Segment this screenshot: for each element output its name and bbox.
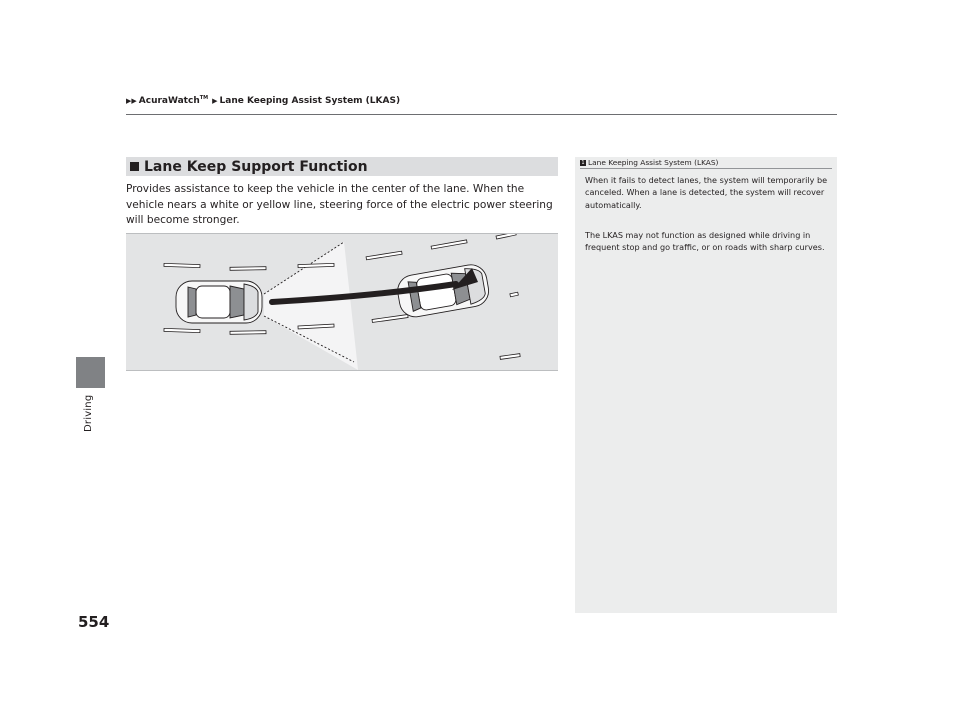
reference-icon: 1 xyxy=(581,159,585,166)
page-number: 554 xyxy=(78,613,110,631)
section-body-text: Provides assistance to keep the vehicle in the center of the lane. When the vehicle nears a white or yellow line, steering force of the electric power steering will become stronger. xyxy=(126,183,553,226)
camera-view-cone xyxy=(264,242,358,370)
section-title: Lane Keep Support Function xyxy=(144,158,368,175)
chapter-tab xyxy=(76,357,105,388)
trademark-mark: TM xyxy=(199,95,209,101)
breadcrumb-arrow-icon: ▶▶ xyxy=(126,96,137,105)
chapter-label: Driving xyxy=(83,395,94,433)
sidebar-paragraph-1: When it fails to detect lanes, the system will temporarily be canceled. When a lane is detected, the system will recover automatically. xyxy=(585,175,828,210)
breadcrumb xyxy=(126,95,400,106)
breadcrumb-lkas: Lane Keeping Assist System (LKAS) xyxy=(219,95,401,106)
section-heading-bar xyxy=(126,157,558,176)
sidebar-paragraph-2: The LKAS may not function as designed while driving in frequent stop and go traffic, or on roads with sharp curves. xyxy=(585,230,825,253)
sidebar-heading: 1 Lane Keeping Assist System (LKAS) xyxy=(581,158,719,167)
section-bullet-icon xyxy=(130,162,139,171)
vehicle-before xyxy=(176,281,262,323)
header-divider xyxy=(126,114,837,115)
sidebar-divider xyxy=(580,168,832,169)
sidebar-note xyxy=(575,157,837,613)
lkas-illustration xyxy=(126,233,558,371)
breadcrumb-arrow-icon: ▶ xyxy=(212,96,218,105)
breadcrumb-acurawatch: AcuraWatch™ xyxy=(138,95,209,106)
